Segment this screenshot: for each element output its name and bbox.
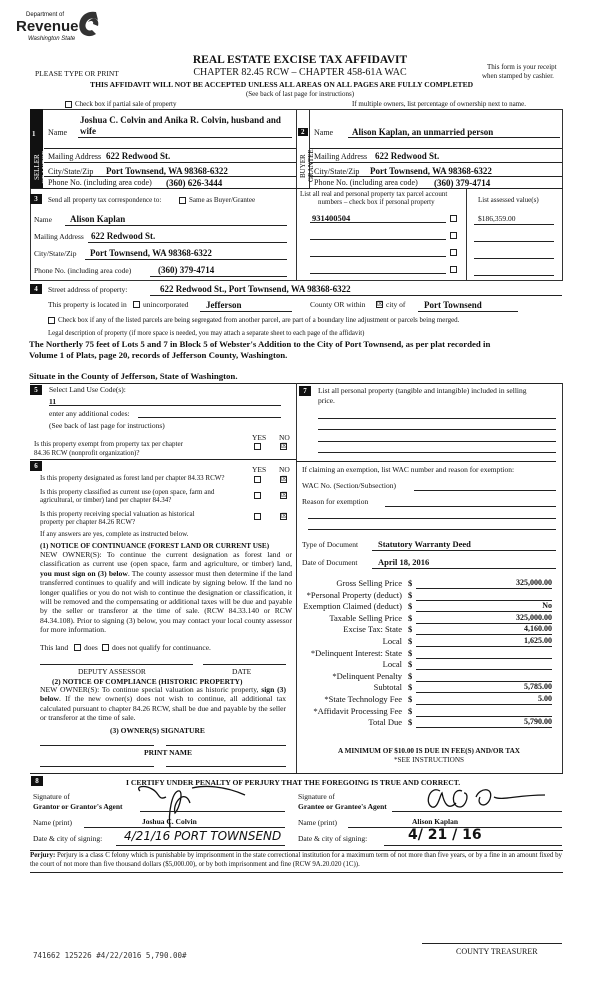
receipt-note-1: This form is your receipt [487, 63, 557, 71]
exemption-label: If claiming an exemption, list WAC number and reason for exemption: [302, 465, 515, 474]
fee-row [310, 647, 552, 660]
fee-row [303, 601, 552, 613]
currency-symbol: $ [408, 589, 413, 600]
see-back-note: (See back of last page for instructions) [245, 90, 355, 98]
doc-date-label: Date of Document [302, 558, 358, 567]
fee-label: *State Technology Fee [324, 694, 402, 704]
notice-compliance-text [40, 685, 286, 723]
divider [296, 461, 556, 462]
additional-codes-field[interactable] [138, 417, 281, 418]
buyer-name-field[interactable]: Alison Kaplan, an unmarried person [352, 127, 494, 137]
underline [200, 311, 292, 312]
segregated-checkbox[interactable] [48, 317, 55, 324]
seller-side-label: SELLER GRANTOR [33, 150, 49, 184]
currency-symbol: $ [408, 636, 413, 646]
seller-name-line1[interactable]: Joshua C. Colvin and Anika R. Colvin, husband and [80, 115, 281, 125]
does-not-label: does not qualify for continuance. [112, 643, 211, 652]
divider [310, 162, 562, 163]
reason-label: Reason for exemption [302, 497, 369, 506]
fee-row [306, 589, 552, 602]
historical-yes-checkbox[interactable] [254, 513, 261, 520]
underline [372, 568, 556, 569]
personal-property-label-1: List all personal property (tangible and intangible) included in selling [318, 386, 527, 395]
buyer-phone-field[interactable]: (360) 379-4714 [434, 178, 491, 188]
seller-phone-label: Phone No. (including area code) [48, 178, 152, 187]
legal-description-1[interactable]: The Northerly 75 feet of Lots 5 and 7 in Block 5 of Webster's Addition to the City of Port Townsend, as per plat recorded in [29, 339, 491, 349]
same-as-buyer-checkbox[interactable] [179, 197, 186, 204]
seller-phone-field[interactable]: (360) 626-3444 [166, 178, 223, 188]
correspondence-label: Send all property tax correspondence to: [48, 196, 162, 204]
currency-symbol: $ [408, 601, 413, 612]
logo-line3: Washington State [28, 36, 76, 42]
fee-value[interactable]: 5,790.00 [416, 717, 552, 728]
no-header: NO [279, 433, 290, 442]
county-field[interactable]: Jefferson [206, 300, 242, 310]
fee-value[interactable] [416, 659, 552, 670]
city-of-label: city of [386, 300, 406, 309]
notice-bold: you must sign on (3) below [40, 568, 128, 578]
underline [372, 550, 556, 551]
notice-text: . If the new owner(s) does not wish to continue, all additional tax calculated pursuant to chapter 84.26 RCW, shall be due and payable by the seller or transferor at the time of sale. [40, 694, 286, 723]
parcel-number-line[interactable] [310, 256, 446, 257]
currency-symbol: $ [408, 694, 413, 704]
parcel-number-line[interactable] [310, 273, 446, 274]
grantor-sig-label-1: Signature of [33, 792, 70, 801]
grantee-sig-line [392, 811, 562, 812]
logo-swirl-icon [74, 8, 104, 40]
partial-sale-label: Check box if partial sale of property [75, 100, 177, 108]
currency-symbol: $ [408, 659, 413, 670]
situate-line[interactable]: Situate in the County of Jefferson, State of Washington. [29, 371, 238, 381]
fee-label: Exemption Claimed (deduct) [303, 601, 402, 612]
forest-question: Is this property designated as forest land per chapter 84.33 RCW? [40, 474, 225, 482]
print-name-label: PRINT NAME [144, 748, 192, 757]
buyer-side-label: BUYER GRANTEE [299, 149, 315, 183]
fee-row [320, 613, 552, 625]
section-8-number: 8 [31, 776, 43, 786]
currency-symbol: $ [408, 682, 413, 693]
fee-row [313, 705, 552, 718]
unincorporated-checkbox[interactable] [133, 301, 140, 308]
parcel-number-line[interactable] [310, 222, 446, 223]
divider [44, 176, 296, 177]
personal-property-checkbox[interactable] [450, 232, 457, 239]
fee-value[interactable]: 4,160.00 [416, 624, 552, 635]
corr-mail-label: Mailing Address [34, 232, 84, 241]
section-6-number: 6 [30, 461, 42, 471]
divider [310, 148, 562, 149]
current-use-yes-checkbox[interactable] [254, 492, 261, 499]
seller-mail-field[interactable]: 622 Redwood St. [106, 151, 171, 161]
seller-city-label: City/State/Zip [48, 167, 94, 176]
reason-field[interactable] [308, 529, 556, 530]
historical-question-2: property per chapter 84.26 RCW? [40, 518, 136, 526]
parcel-header-1: List all real and personal property tax parcel account [300, 190, 448, 198]
minimum-note: A MINIMUM OF $10.00 IS DUE IN FEE(S) AND/OR TAX [338, 747, 520, 755]
underline [150, 295, 562, 296]
perjury-note [30, 852, 562, 869]
assessed-value-line[interactable] [474, 275, 554, 276]
assessed-value-1[interactable]: $186,359.00 [478, 214, 516, 223]
see-instructions: *SEE INSTRUCTIONS [393, 756, 465, 764]
grantee-date-field[interactable]: 4/ 21 / 16 [408, 827, 482, 843]
fee-row [320, 624, 552, 636]
buyer-mail-field[interactable]: 622 Redwood St. [375, 151, 440, 161]
section-1-number: 1 [32, 130, 36, 138]
street-field[interactable]: 622 Redwood St., Port Townsend, WA 98368-6322 [160, 284, 351, 294]
fee-value[interactable]: No [416, 601, 552, 612]
underline [384, 845, 562, 846]
personal-property-checkbox[interactable] [450, 215, 457, 222]
fee-label: Subtotal [373, 682, 402, 693]
divider [30, 188, 563, 189]
corr-phone-label: Phone No. (including area code) [34, 266, 132, 275]
notice-compliance-title: (2) NOTICE OF COMPLIANCE (HISTORIC PROPERTY) [52, 677, 243, 686]
grantee-name-field[interactable]: Alison Kaplan [412, 817, 459, 826]
assessed-value-line[interactable] [474, 258, 554, 259]
certify-statement: I CERTIFY UNDER PENALTY OF PERJURY THAT THE FOREGOING IS TRUE AND CORRECT. [126, 778, 461, 787]
currency-symbol: $ [408, 705, 413, 716]
underline [65, 225, 287, 226]
partial-sale-checkbox[interactable] [65, 101, 72, 108]
exempt-question-1: Is this property exempt from property tax per chapter [34, 440, 183, 448]
assessed-value-line[interactable] [474, 224, 554, 225]
divider [310, 176, 562, 177]
seller-name-label: Name [48, 128, 68, 137]
divider [44, 162, 296, 163]
print-name-line[interactable] [40, 766, 154, 767]
divider [30, 459, 296, 460]
please-type: PLEASE TYPE OR PRINT [35, 69, 119, 78]
seller-mail-label: Mailing Address [48, 152, 102, 161]
corr-name-label: Name [34, 215, 52, 224]
owner-signature-line[interactable] [40, 745, 154, 746]
yes-header: YES [252, 465, 267, 474]
fee-label: *Affidavit Processing Fee [313, 705, 402, 716]
street-label: Street address of property: [48, 285, 128, 294]
print-name-line[interactable] [166, 766, 286, 767]
fee-value[interactable]: 325,000.00 [416, 578, 552, 589]
buyer-mail-label: Mailing Address [314, 152, 368, 161]
fee-value[interactable] [416, 706, 552, 717]
exempt-yes-checkbox[interactable] [254, 443, 261, 450]
notice-text: NEW OWNER(S): To continue special valuation as historic property, [40, 685, 262, 694]
if-yes-note: If any answers are yes, complete as instructed below. [40, 530, 189, 538]
dor-logo [14, 8, 104, 48]
fee-row [320, 671, 552, 683]
section-2-number: 2 [298, 128, 308, 136]
personal-property-line[interactable] [318, 418, 556, 419]
current-use-no-checkbox[interactable]: ☒ [281, 491, 288, 499]
fee-row [320, 578, 552, 590]
perjury-label: Perjury: [30, 852, 56, 859]
fee-label: Excise Tax: State [343, 624, 402, 635]
fee-label: Gross Selling Price [336, 578, 402, 588]
segregated-label: Check box if any of the listed parcels are being segregated from another parcel, are part of a boundary line adjustment or parcels being merged. [58, 316, 460, 324]
located-label: This property is located in [48, 300, 127, 309]
yes-header: YES [252, 433, 267, 442]
current-use-question-2: agricultural, or timber) land per chapter 84.34? [40, 496, 172, 504]
underline [116, 845, 285, 846]
parcel-number-1[interactable]: 931400504 [312, 213, 351, 223]
seller-city-field[interactable]: Port Townsend, WA 98368-6322 [106, 166, 228, 176]
acceptance-warning: THIS AFFIDAVIT WILL NOT BE ACCEPTED UNLESS ALL AREAS ON ALL PAGES ARE FULLY COMPLETED [90, 80, 474, 89]
fee-label: Total Due [368, 717, 402, 728]
divider [296, 383, 297, 773]
notice-text: . The county assessor must then determine if the land transferred continues to qualify and will indicate by signing below. If the land no longer qualifies or you do not wish to continue the designation or classification, it will be removed and the compensating or additional taxes will be due and payable by the seller or transferor at the time of sale. (RCW 84.33.140 or RCW 84.34.108). Prior to signing (3) below, you may contact your local county assessor for more information. [40, 568, 292, 635]
legal-description-2[interactable]: Volume 1 of Plats, page 20, records of Jefferson County, Washington. [29, 350, 288, 360]
fee-value[interactable] [416, 671, 552, 682]
currency-symbol: $ [408, 624, 413, 635]
grantor-date-label: Date & city of signing: [33, 834, 103, 843]
doc-type-label: Type of Document [302, 540, 359, 549]
corr-name-field[interactable]: Alison Kaplan [70, 214, 126, 224]
personal-property-label-2: price. [318, 396, 335, 405]
personal-property-line[interactable] [318, 429, 556, 430]
underline [84, 827, 285, 828]
personal-property-line[interactable] [318, 452, 556, 453]
fee-value[interactable]: 325,000.00 [416, 613, 552, 624]
logo-line2: Revenue [16, 18, 79, 35]
fee-value[interactable] [416, 590, 552, 601]
historical-question-1: Is this property receiving special valuation as historical [40, 510, 195, 518]
seller-name-underline [78, 137, 292, 138]
buyer-name-label: Name [314, 128, 334, 137]
does-not-checkbox[interactable] [102, 644, 109, 651]
does-label: does [84, 643, 98, 652]
grantee-name-label: Name (print) [298, 818, 337, 827]
buyer-city-label: City/State/Zip [314, 167, 360, 176]
seller-name-line2[interactable]: wife [80, 126, 96, 136]
county-treasurer-label: COUNTY TREASURER [456, 947, 538, 956]
no-header: NO [279, 465, 290, 474]
fee-label: *Delinquent Interest: State [310, 647, 402, 658]
county-or-label: County OR within [310, 300, 366, 309]
wac-label: WAC No. (Section/Subsection) [302, 481, 396, 490]
grantor-name-label: Name (print) [33, 818, 72, 827]
buyer-city-field[interactable]: Port Townsend, WA 98368-6322 [370, 166, 492, 176]
city-checkbox[interactable]: ☒ [377, 300, 384, 308]
personal-property-checkbox[interactable] [450, 266, 457, 273]
fee-label: Local [382, 636, 402, 646]
reason-field[interactable] [385, 506, 556, 507]
grantee-sig-label-2: Grantee or Grantee's Agent [298, 802, 387, 811]
chapter-line: CHAPTER 82.45 RCW – CHAPTER 458-61A WAC [193, 67, 407, 78]
treasurer-line [422, 943, 562, 944]
grantor-name-field[interactable]: Joshua C. Colvin [142, 817, 197, 826]
notice-continuance-text [40, 550, 292, 635]
owner-signature-line[interactable] [166, 745, 286, 746]
grantee-sig-label-1: Signature of [298, 792, 335, 801]
deputy-signature-line[interactable] [40, 664, 193, 665]
currency-symbol: $ [408, 612, 413, 623]
land-use-see-back: (See back of last page for instructions) [49, 421, 165, 430]
section-5-number: 5 [30, 385, 42, 395]
assessed-value-line[interactable] [474, 241, 554, 242]
divider [466, 188, 467, 281]
underline [418, 311, 518, 312]
section-3-number: 3 [30, 194, 42, 204]
deputy-assessor-label: DEPUTY ASSESSOR [78, 667, 146, 676]
section-7-number: 7 [299, 386, 311, 396]
section-4-number: 4 [30, 284, 42, 294]
notice-bold: sign (3) below [40, 685, 286, 704]
wac-field[interactable] [414, 490, 556, 491]
fee-row [320, 659, 552, 671]
additional-codes-label: enter any additional codes: [49, 409, 130, 418]
divider [30, 872, 563, 873]
grantor-date-field[interactable]: 4/21/16 PORT TOWNSEND [124, 829, 282, 843]
doc-date-field[interactable]: April 18, 2016 [378, 557, 430, 567]
multiple-owners-note: If multiple owners, list percentage of ownership next to name. [352, 100, 526, 108]
historical-no-checkbox[interactable]: ☒ [281, 512, 288, 520]
doc-type-field[interactable]: Statutory Warranty Deed [378, 539, 471, 549]
reason-field[interactable] [308, 518, 556, 519]
exempt-question-2: 84.36 RCW (nonprofit organization)? [34, 449, 140, 457]
receipt-note-2: when stamped by cashier. [482, 72, 554, 80]
forest-yes-checkbox[interactable] [254, 476, 261, 483]
perjury-text: Perjury is a class C felony which is punishable by imprisonment in the state correctional institution for a maximum term of not more than five years, or by a fine in an amount fixed by the court of not more than five thousand dollars ($5,000.00), or by both imprisonment and fine (RCW 9A.20.020 (1C)). [30, 852, 562, 868]
assessed-header: List assessed value(s) [478, 196, 539, 204]
currency-symbol: $ [408, 717, 413, 728]
personal-property-line[interactable] [318, 441, 556, 442]
underline [49, 405, 281, 406]
corr-city-field[interactable]: Port Townsend, WA 98368-6322 [90, 248, 212, 258]
corr-phone-field[interactable]: (360) 379-4714 [158, 265, 215, 275]
current-use-question-1: Is this property classified as current use (open space, farm and [40, 488, 215, 496]
grantee-date-label: Date & city of signing: [298, 834, 368, 843]
owner-signature-label: (3) OWNER(S) SIGNATURE [110, 726, 205, 735]
currency-symbol: $ [408, 670, 413, 681]
logo-line1: Department of [26, 12, 65, 18]
corr-city-label: City/State/Zip [34, 249, 77, 258]
fee-label: *Delinquent Penalty [332, 670, 402, 681]
parcel-number-line[interactable] [310, 239, 446, 240]
underline [88, 242, 287, 243]
deputy-date-label: DATE [232, 667, 252, 676]
cashier-stamp: 741662 125226 #4/22/2016 5,790.00# [33, 951, 187, 960]
fee-row [320, 636, 552, 648]
exempt-no-checkbox[interactable]: ☒ [281, 442, 288, 450]
land-use-label: Select Land Use Code(s): [49, 385, 126, 394]
same-as-buyer-label: Same as Buyer/Grantee [189, 196, 256, 204]
parcel-header-2: numbers – check box if personal property [318, 198, 435, 206]
fee-label: Local [382, 659, 402, 670]
legal-label: Legal description of property (if more space is needed, you may attach a separate sheet to each page of the affidavit) [48, 330, 365, 337]
this-land-label: This land [40, 643, 69, 652]
fee-value[interactable]: 5.00 [416, 694, 552, 705]
grantor-sig-line [140, 811, 285, 812]
divider [30, 850, 563, 851]
fee-value[interactable] [416, 648, 552, 659]
buyer-phone-label: Phone No. (including area code) [314, 178, 418, 187]
underline [85, 259, 287, 260]
divider [562, 383, 563, 773]
city-field[interactable]: Port Townsend [424, 300, 482, 310]
does-checkbox[interactable] [74, 644, 81, 651]
unincorporated-label: unincorporated [143, 300, 189, 309]
notice-continuance-title: (1) NOTICE OF CONTINUANCE (FOREST LAND OR CURRENT USE) [40, 542, 270, 550]
fee-label: Taxable Selling Price [329, 612, 402, 623]
fee-value[interactable]: 5,785.00 [416, 682, 552, 693]
divider [30, 773, 563, 774]
divider [44, 148, 296, 149]
corr-mail-field[interactable]: 622 Redwood St. [91, 231, 156, 241]
form-title: REAL ESTATE EXCISE TAX AFFIDAVIT [192, 54, 408, 66]
underline [150, 276, 287, 277]
fee-label: *Personal Property (deduct) [306, 589, 402, 600]
land-use-code[interactable]: 11 [49, 397, 57, 406]
personal-property-checkbox[interactable] [450, 249, 457, 256]
fee-value[interactable]: 1,625.00 [416, 636, 552, 647]
fee-row [320, 682, 552, 694]
currency-symbol: $ [408, 578, 413, 588]
date-line[interactable] [203, 664, 286, 665]
grantor-sig-label-2: Grantor or Grantor's Agent [33, 802, 123, 811]
buyer-name-underline [348, 137, 560, 138]
notice-text: NEW OWNER(S): To continue the current designation as forest land or classification as current use (open space, farm and agriculture, or timber) land, [40, 550, 292, 569]
currency-symbol: $ [408, 647, 413, 658]
fee-row [320, 694, 552, 706]
forest-no-checkbox[interactable]: ☒ [281, 475, 288, 483]
fee-row [320, 717, 552, 729]
